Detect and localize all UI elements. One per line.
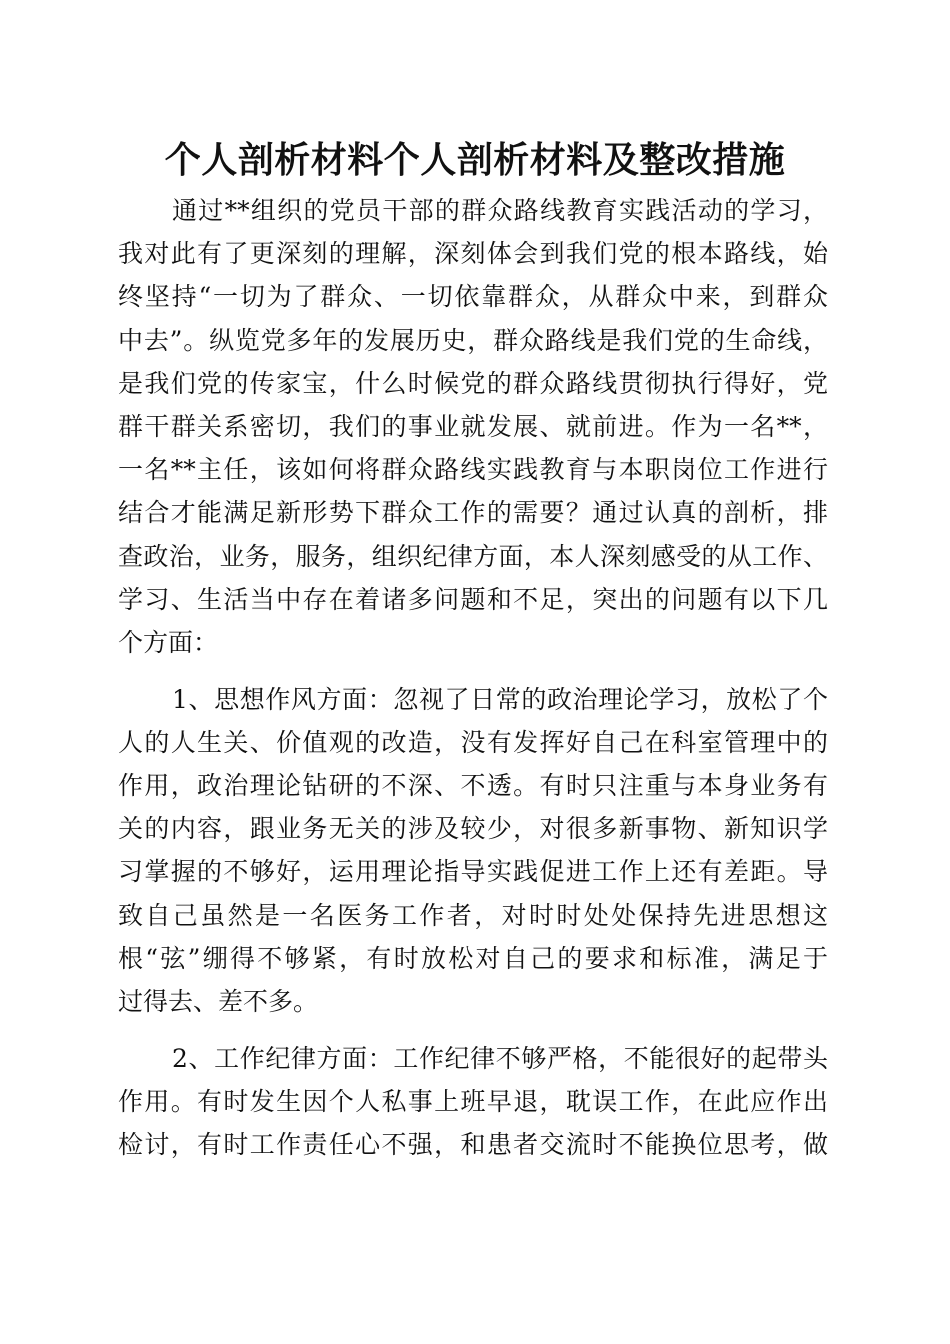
text-line: 群干群关系密切，我们的事业就发展、就前进。作为一名**， (118, 411, 828, 441)
text-line: 作用，政治理论钻研的不深、不透。有时只注重与本身业务有 (118, 770, 828, 800)
text-line: 检讨，有时工作责任心不强，和患者交流时不能换位思考，做 (118, 1129, 828, 1159)
text-line: 我对此有了更深刻的理解，深刻体会到我们党的根本路线，始 (118, 239, 828, 269)
text-line: 查政治，业务，服务，组织纪律方面，本人深刻感受的从工作、 (118, 541, 828, 571)
text-line: 人的人生关、价值观的改造，没有发挥好自己在科室管理中的 (118, 727, 828, 757)
text-line: 作用。有时发生因个人私事上班早退，耽误工作，在此应作出 (118, 1086, 828, 1116)
text-line: 关的内容，跟业务无关的涉及较少，对很多新事物、新知识学 (118, 814, 828, 844)
paragraph (118, 1037, 828, 1167)
text-line: 终坚持“一切为了群众、一切依靠群众，从群众中来，到群众 (118, 282, 828, 312)
paragraph (118, 678, 828, 1024)
text-line: 1、思想作风方面：忽视了日常的政治理论学习，放松了个 (172, 684, 828, 714)
text-line: 结合才能满足新形势下群众工作的需要？通过认真的剖析，排 (118, 498, 828, 528)
text-line: 过得去、差不多。 (118, 986, 319, 1016)
text-line: 学习、生活当中存在着诸多问题和不足，突出的问题有以下几 (118, 584, 828, 614)
text-line: 根“弦”绷得不够紧，有时放松对自己的要求和标准，满足于 (118, 943, 828, 973)
text-line: 一名**主任，该如何将群众路线实践教育与本职岗位工作进行 (118, 455, 828, 485)
text-line: 2、工作纪律方面：工作纪律不够严格，不能很好的起带头 (172, 1043, 828, 1073)
text-line: 致自己虽然是一名医务工作者，对时时处处保持先进思想这 (118, 900, 828, 930)
text-line: 通过**组织的党员干部的群众路线教育实践活动的学习， (172, 196, 828, 225)
text-line: 中去”。纵览党多年的发展历史，群众路线是我们党的生命线， (118, 325, 828, 355)
text-line: 习掌握的不够好，运用理论指导实践促进工作上还有差距。导 (118, 857, 828, 887)
document-body (118, 189, 828, 1180)
text-line: 是我们党的传家宝，什么时候党的群众路线贯彻执行得好，党 (118, 368, 828, 398)
text-line: 个方面： (118, 627, 219, 657)
paragraph (118, 189, 828, 664)
document-title: 个人剖析材料个人剖析材料及整改措施 (164, 139, 786, 181)
